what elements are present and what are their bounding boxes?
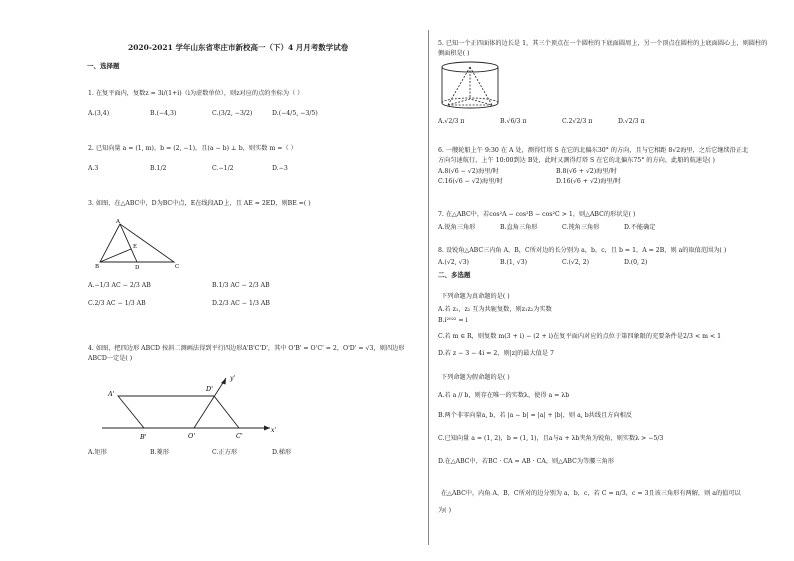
q2-option-d: D.−3 <box>272 165 288 172</box>
q10-option-b: B.两个非零向量a, b，若 |a − b| = |a| + |b|，则 a, b共线且方向相反 <box>438 412 632 419</box>
q3-option-d: D.2/3 AC − 1/3 AB <box>212 300 270 307</box>
q1-option-b: B.(−4,3) <box>150 110 177 117</box>
edge-2 <box>470 67 492 105</box>
q7-stem: 7. 在△ABC中，若cos²A − cos²B − cos²C > 1，则△ABC的形状是( ) <box>438 211 636 218</box>
q5-option-b: B.√6/3 π <box>500 118 527 125</box>
base-triangle <box>448 99 492 105</box>
q2-option-a: A.3 <box>88 165 99 172</box>
segment-be <box>100 249 131 262</box>
q1-option-d: D.(−4/5, −3/5) <box>272 110 318 117</box>
q2-option-c: C.−1/2 <box>212 165 234 172</box>
label-a: A <box>116 219 120 225</box>
q7-option-c: C.钝角三角形 <box>562 224 600 231</box>
q4-option-a: A.矩形 <box>88 449 107 456</box>
q4-stem-line1: 4. 如图，把四边形 ABCD 按斜二测画法得到平行四边形A'B'C'D'，其中 O'B' = O'C' = 2，O'D' = √3，则四边形 <box>88 345 405 352</box>
q1-option-a: A.(3,4) <box>88 110 110 117</box>
q10-option-d: D.在△ABC中，若BC · CA = AB · CA，则△ABC为等腰三角形 <box>438 458 614 465</box>
q11-stem-line2: 为( ) <box>438 507 451 514</box>
label-c-prime: C' <box>236 432 243 440</box>
q6-option-a: A.8(√6 − √2)海里/时 <box>438 168 499 175</box>
q7-option-b: B.直角三角形 <box>500 224 538 231</box>
q5-option-c: C.2√2/3 π <box>562 118 593 125</box>
q8-option-c: C.(√2, 2) <box>562 259 590 266</box>
page-title: 2020-2021 学年山东省枣庄市新校高一（下）4 月月考数学试卷 <box>128 43 349 52</box>
q7-option-d: D.不能确定 <box>624 224 656 231</box>
q10-option-a: A.若 a // b，则存在唯一的实数λ，使得 a = λb <box>438 392 570 399</box>
q5-option-d: D.√2/3 π <box>618 118 645 125</box>
label-o-prime: O' <box>188 432 196 440</box>
q5-option-a: A.√2/3 π <box>438 118 465 125</box>
label-d-prime: D' <box>206 385 213 393</box>
q5-cylinder-figure <box>440 60 502 112</box>
q7-option-a: A.锐角三角形 <box>438 224 476 231</box>
q6-stem-line1: 6. 一艘轮船上午 9:30 在 A 处，测得灯塔 S 在它的北偏东30° 的方向，且与它相距 8√2海里，之后它继续沿正北 <box>438 147 749 154</box>
q8-option-a: A.(√2, √3) <box>438 259 469 266</box>
section-choice-heading: 一、选择题 <box>87 62 120 70</box>
q4-option-b: B.菱形 <box>150 449 169 456</box>
q9-stem: 下列命题为真命题的是( ) <box>441 293 510 300</box>
triangle-abc <box>100 224 174 262</box>
q3-stem: 3. 如图，在△ABC中，D为BC中点，E在线段AD上，且 AE = 2ED，则BE =( ) <box>88 200 311 207</box>
q3-triangle-figure <box>94 218 184 271</box>
q5-stem-line2: 侧面积是( ) <box>438 50 470 57</box>
section-multi-heading: 二、多选题 <box>438 271 471 279</box>
q8-option-b: B.(1, √3) <box>500 259 528 266</box>
q6-stem-line2: 方向匀速航行，上午 10:00到达 B处，此时又测得灯塔 S 在它的北偏东75° 的方向，此船的航速是( ) <box>438 157 715 164</box>
q6-option-b: B.8(√6 + √2)海里/时 <box>556 168 617 175</box>
q10-stem: 下列命题为假命题的是( ) <box>441 374 510 381</box>
q6-option-d: D.16(√6 + √2)海里/时 <box>556 178 621 185</box>
parallelogram <box>118 396 239 428</box>
q4-option-c: C.正方形 <box>212 449 238 456</box>
y-axis-arrow <box>221 378 226 385</box>
q4-stem-line2: ABCD一定是( ) <box>88 355 133 362</box>
q3-option-a: A.−1/3 AC − 2/3 AB <box>88 282 151 289</box>
q3-option-b: B.1/3 AC − 2/3 AB <box>212 282 270 289</box>
label-y-prime: y' <box>230 375 236 382</box>
q3-option-c: C.2/3 AC − 1/3 AB <box>88 300 146 307</box>
q8-stem: 8. 设锐角△ABC三内角 A，B，C所对边的长分别为 a，b，c，且 b = 1，A = 2B，则 a的取值范围为( ) <box>438 247 727 254</box>
q4-parallelogram-figure <box>102 372 292 442</box>
q2-stem: 2. 已知向量 a = (1, m)，b = (2, −1)，且(a − b) ⊥ b，则实数 m =（ ） <box>88 145 297 152</box>
q9-option-d: D.若 z − 3 − 4i = 2，则|z|的最大值是 7 <box>438 350 554 357</box>
label-b: B <box>95 264 100 270</box>
column-divider <box>428 30 429 545</box>
q5-stem-line1: 5. 已知一个正四面体的边长是 1，其三个顶点在一个圆柱的下底面圆周上，另一个顶点在圆柱的上底面圆心上，则圆柱的 <box>438 40 768 47</box>
q1-stem: 1. 在复平面内，复数z = 3i/(1+i)（i为虚数单位），则z对应的点的坐标为（ ） <box>88 90 304 97</box>
label-d: D <box>135 265 140 271</box>
q9-option-a: A.若 z₁，z₂ 互为共轭复数，则z₁z₂为实数 <box>438 306 552 313</box>
label-a-prime: A' <box>108 390 115 398</box>
q8-option-d: D.(0, 2) <box>624 259 648 266</box>
q1-option-c: C.(3/2, −3/2) <box>212 110 253 117</box>
q10-option-c: C.已知向量 a = (1, 2)，b = (1, 1)，且a与a + λb夹角为锐角，则实数λ > −5/3 <box>438 435 664 442</box>
label-x-prime: x' <box>271 427 277 434</box>
label-e: E <box>133 244 138 250</box>
q2-option-b: B.1/2 <box>150 165 167 172</box>
q6-option-c: C.16(√6 − √2)海里/时 <box>438 178 503 185</box>
cylinder-bottom-front <box>442 103 498 108</box>
x-axis-arrow <box>264 426 270 431</box>
q11-stem-line1: 在△ABC中，内角 A，B，C所对的边分别为 a，b，c，若 C = π/3，c = 3且该三角形有两解，则 a的值可以 <box>441 490 741 497</box>
q4-option-d: D.梯形 <box>272 449 292 456</box>
q9-option-c: C.若 m ∈ R，则复数 m(3 + i) − (2 + i)在复平面内对应的点位于第四象限的充要条件是2/3 < m < 1 <box>438 333 722 340</box>
label-b-prime: B' <box>140 433 147 441</box>
q9-option-b: B.i²⁰²² = i <box>438 317 468 324</box>
label-c: C <box>175 264 180 270</box>
